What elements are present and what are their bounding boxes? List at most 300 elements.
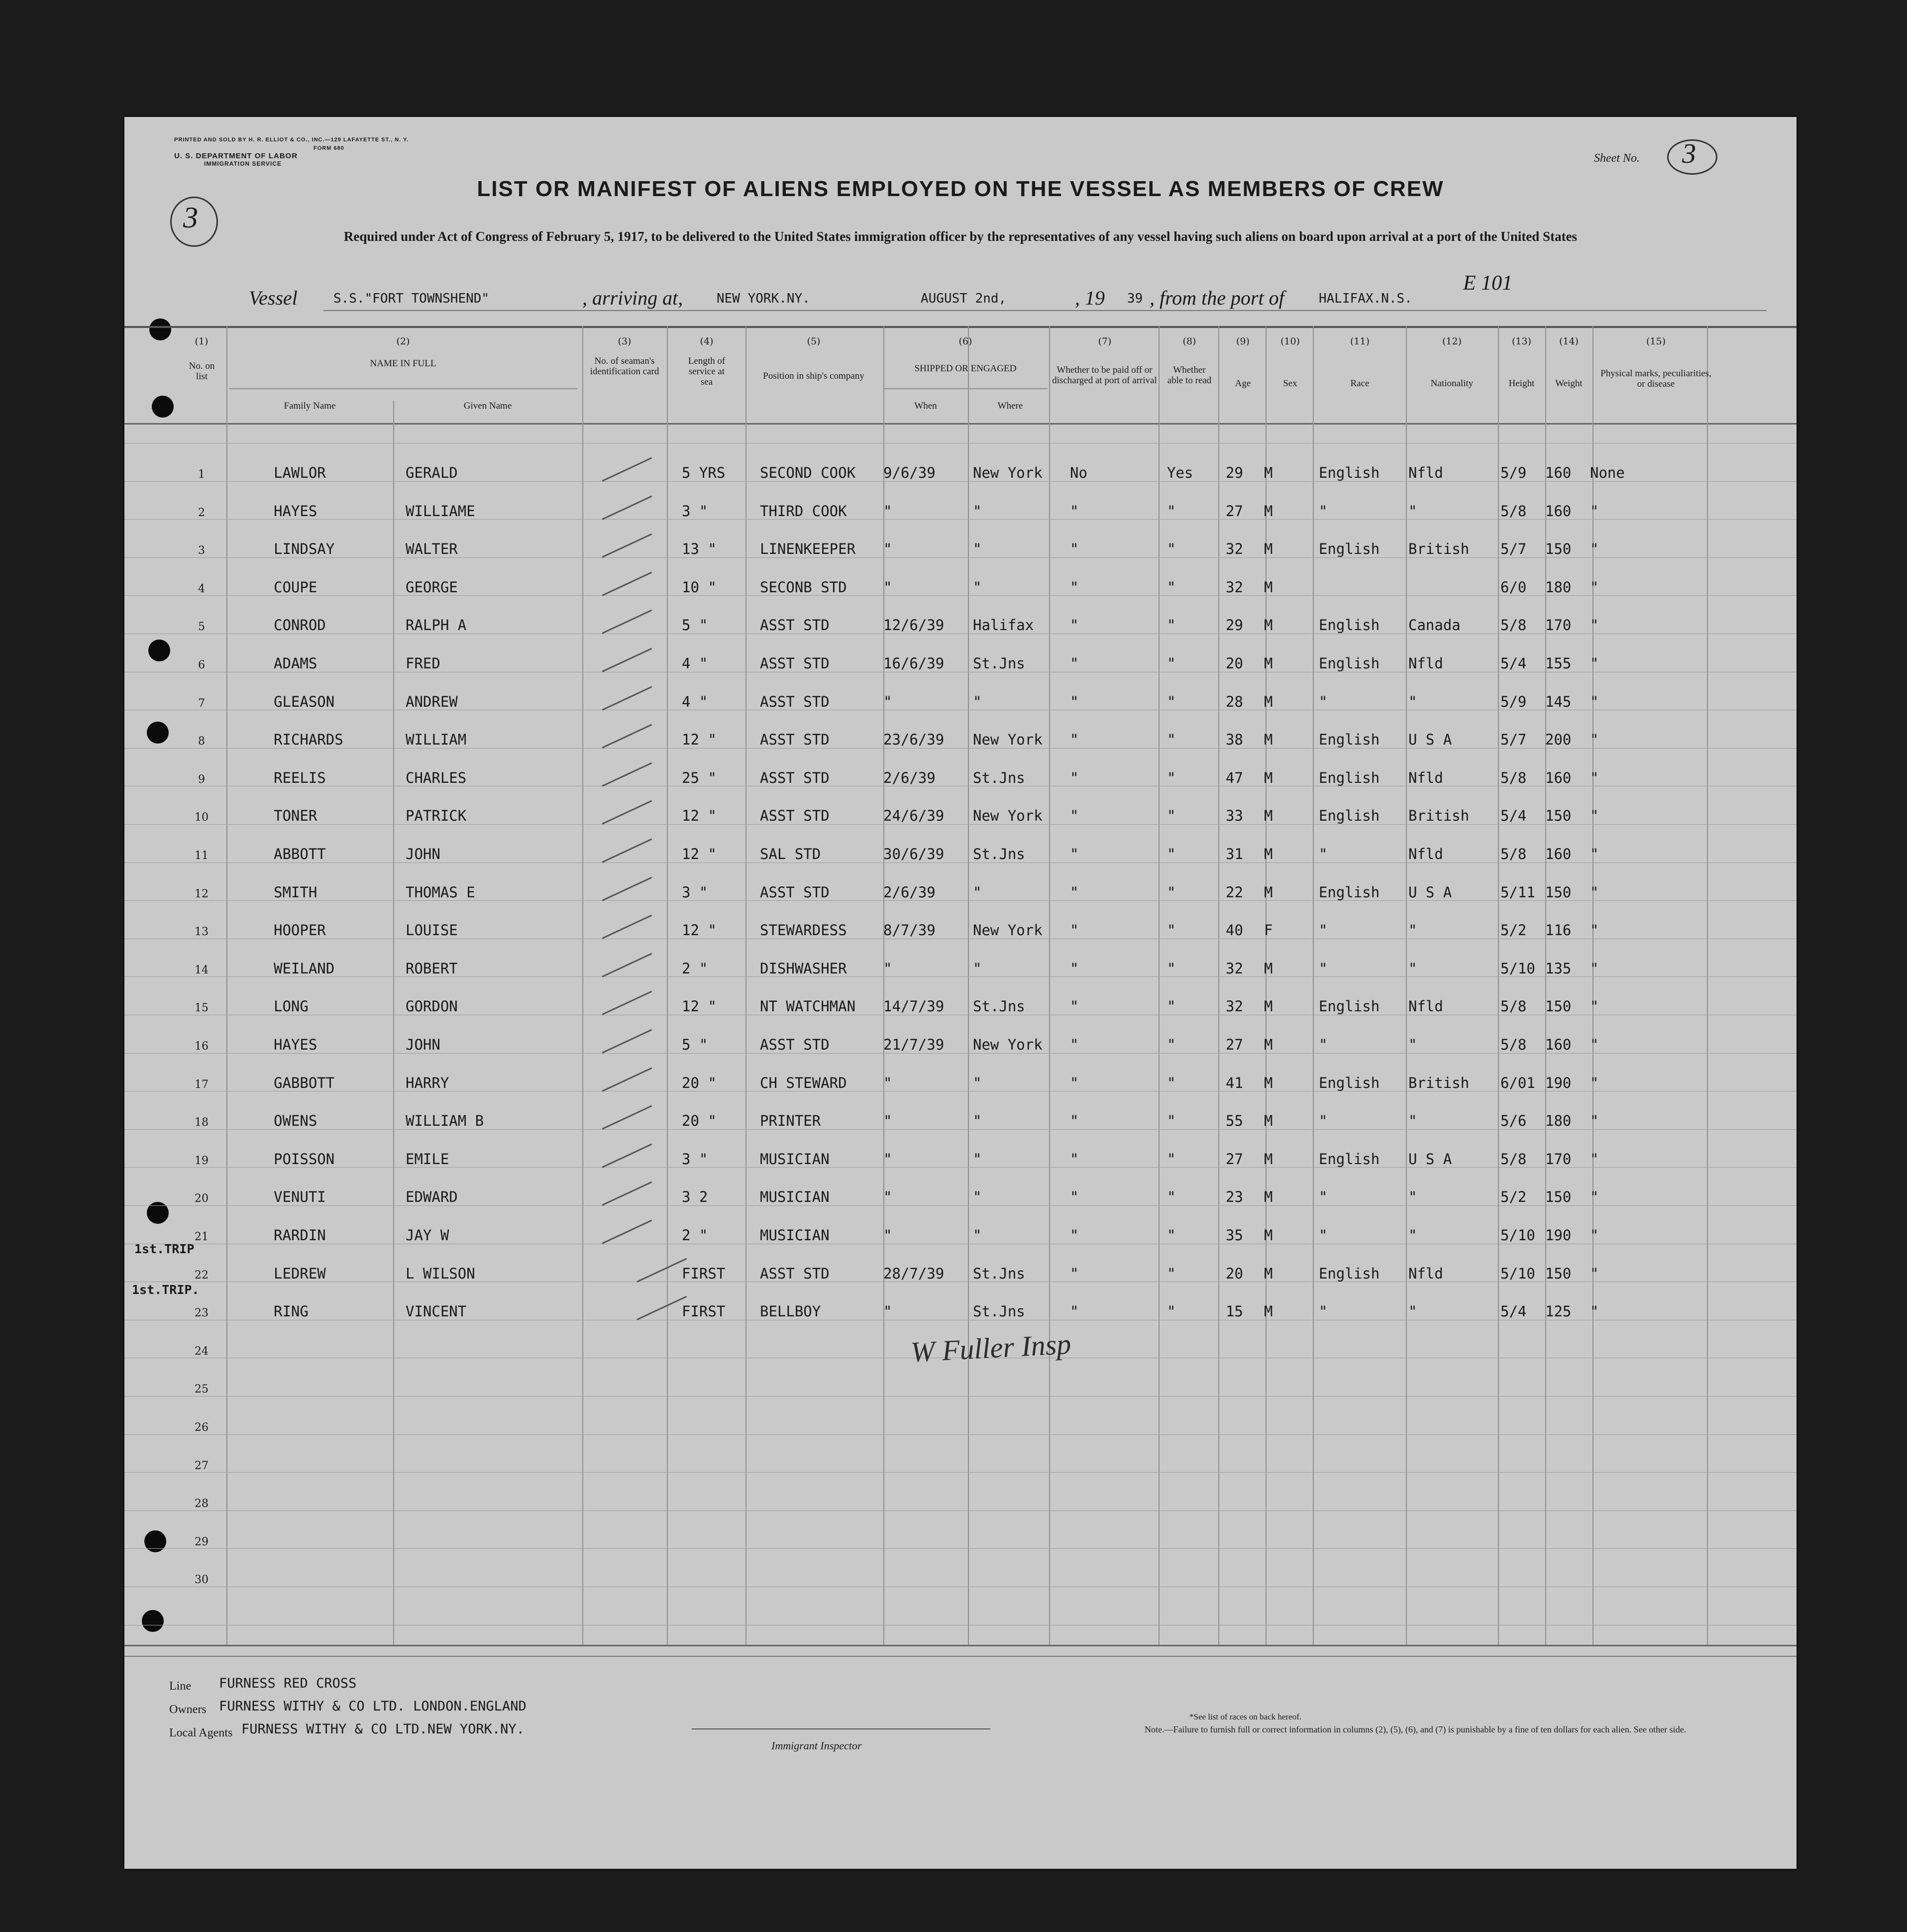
height-cell: 5/2 [1500, 1188, 1527, 1206]
check-mark-icon [636, 1258, 687, 1282]
position-cell: MUSICIAN [760, 1150, 830, 1168]
row-number: 26 [195, 1421, 209, 1434]
sex-cell: M [1264, 502, 1273, 520]
weight-cell: 116 [1545, 922, 1572, 939]
service-length-cell: 3 " [682, 502, 708, 520]
col-num-12: (12) [1442, 336, 1462, 347]
binder-hole [149, 319, 171, 340]
shipped-subheader-rule [883, 388, 1048, 389]
vessel-line-rule [323, 310, 1767, 311]
position-cell: ASST STD [760, 693, 830, 710]
col-num-10: (10) [1280, 336, 1300, 347]
col-label-nationality: Nationality [1430, 378, 1474, 389]
able-to-read-cell: " [1167, 846, 1176, 862]
arriving-label: , arriving at, [582, 287, 683, 309]
weight-cell: 180 [1545, 578, 1572, 596]
given-name-cell: JOHN [406, 1036, 440, 1053]
position-cell: ASST STD [760, 883, 830, 901]
physical-marks-cell: None [1590, 464, 1625, 481]
paid-off-cell: " [1070, 731, 1079, 749]
sex-cell: M [1264, 1074, 1273, 1091]
position-cell: ASST STD [760, 1265, 830, 1282]
physical-marks-cell: " [1590, 1303, 1599, 1320]
sex-cell: M [1264, 883, 1273, 901]
check-mark-icon [602, 800, 652, 825]
given-name-cell: LOUISE [406, 922, 458, 939]
col-label-position: Position in ship's company [763, 371, 864, 381]
paid-off-cell: " [1070, 998, 1079, 1015]
given-name-cell: EMILE [406, 1150, 449, 1168]
weight-cell: 180 [1545, 1112, 1572, 1130]
manifest-page [124, 117, 1797, 1869]
table-row [124, 760, 1797, 798]
check-mark-icon [602, 1220, 652, 1244]
table-row [124, 1256, 1797, 1294]
check-mark-icon [602, 953, 652, 977]
row-number: 7 [198, 697, 205, 710]
col-label-name: NAME IN FULL [370, 358, 436, 369]
service-length-cell: 12 " [682, 807, 717, 825]
race-cell: " [1319, 922, 1328, 939]
service-length-cell: 12 " [682, 922, 717, 939]
races-note: *See list of races on back hereof. [1189, 1712, 1302, 1721]
reference-mark: E 101 [1463, 272, 1513, 295]
nationality-cell: Nfld [1408, 769, 1443, 786]
position-cell: LINENKEEPER [760, 540, 856, 558]
nationality-cell: British [1408, 540, 1470, 558]
able-to-read-cell: " [1167, 1227, 1176, 1244]
row-number: 11 [195, 850, 209, 862]
race-cell: English [1319, 998, 1380, 1015]
row-number: 19 [195, 1154, 209, 1167]
service-length-cell: 2 " [682, 960, 708, 977]
empty-row [124, 1408, 1797, 1446]
given-name-cell: JOHN [406, 846, 440, 862]
nationality-cell: British [1408, 807, 1470, 825]
table-row [124, 1066, 1797, 1103]
family-name-cell: HAYES [274, 502, 318, 520]
table-row [124, 494, 1797, 532]
form-number: FORM 680 [314, 145, 344, 151]
age-cell: 35 [1226, 1227, 1243, 1244]
check-mark-icon [602, 724, 652, 749]
physical-marks-cell: " [1590, 1227, 1599, 1244]
physical-marks-cell: " [1590, 502, 1599, 520]
age-cell: 23 [1226, 1188, 1243, 1206]
race-cell: " [1319, 846, 1328, 862]
col-label-when: When [914, 401, 937, 411]
service-length-cell: 13 " [682, 540, 717, 558]
table-row [124, 684, 1797, 722]
family-name-cell: ADAMS [274, 655, 318, 672]
row-number: 8 [198, 735, 205, 748]
physical-marks-cell: " [1590, 578, 1599, 596]
row-number: 1 [198, 468, 205, 481]
service-length-cell: 3 " [682, 883, 708, 901]
able-to-read-cell: " [1167, 1150, 1176, 1168]
shipped-when-cell: 21/7/39 [883, 1036, 945, 1053]
height-cell: 5/10 [1500, 1265, 1535, 1282]
age-cell: 31 [1226, 846, 1243, 862]
col-label-height: Height [1508, 378, 1535, 389]
sex-cell: M [1264, 578, 1273, 596]
table-row [124, 913, 1797, 951]
check-mark-icon [602, 686, 652, 710]
given-name-cell: FRED [406, 655, 440, 672]
height-cell: 5/6 [1500, 1112, 1527, 1130]
shipped-when-cell: " [883, 1188, 892, 1206]
physical-marks-cell: " [1590, 540, 1599, 558]
row-number: 14 [195, 964, 209, 976]
race-cell: English [1319, 1265, 1380, 1282]
table-bottom-rule-2 [124, 1656, 1797, 1657]
position-cell: ASST STD [760, 769, 830, 786]
able-to-read-cell: " [1167, 998, 1176, 1015]
service-length-cell: 12 " [682, 998, 717, 1015]
able-to-read-cell: " [1167, 960, 1176, 977]
given-name-cell: GEORGE [406, 578, 458, 596]
col-num-15: (15) [1646, 336, 1666, 347]
family-name-cell: LEDREW [274, 1265, 326, 1282]
physical-marks-cell: " [1590, 693, 1599, 710]
shipped-when-cell: 24/6/39 [883, 807, 945, 825]
shipped-when-cell: " [883, 1112, 892, 1130]
sex-cell: M [1264, 731, 1273, 749]
position-cell: CH STEWARD [760, 1074, 847, 1091]
empty-row [124, 1447, 1797, 1485]
physical-marks-cell: " [1590, 1036, 1599, 1053]
weight-cell: 190 [1545, 1074, 1572, 1091]
page-title: LIST OR MANIFEST OF ALIENS EMPLOYED ON THE VESSEL AS MEMBERS OF CREW [477, 177, 1444, 201]
weight-cell: 125 [1545, 1303, 1572, 1320]
position-cell: ASST STD [760, 1036, 830, 1053]
height-cell: 5/4 [1500, 807, 1527, 825]
table-row [124, 722, 1797, 760]
local-agents-value: FURNESS WITHY & CO LTD.NEW YORK.NY. [241, 1721, 525, 1737]
service-label: IMMIGRATION SERVICE [204, 160, 282, 167]
family-name-cell: SMITH [274, 883, 318, 901]
service-length-cell: 4 " [682, 655, 708, 672]
empty-row [124, 1370, 1797, 1408]
row-number: 21 [195, 1231, 209, 1243]
given-name-cell: CHARLES [406, 769, 467, 786]
shipped-where-cell: " [973, 1188, 982, 1206]
paid-off-cell: " [1070, 846, 1079, 862]
able-to-read-cell: " [1167, 1074, 1176, 1091]
family-name-cell: LINDSAY [274, 540, 335, 558]
age-cell: 33 [1226, 807, 1243, 825]
position-cell: NT WATCHMAN [760, 998, 856, 1015]
given-name-cell: GORDON [406, 998, 458, 1015]
line-label: Line [169, 1680, 191, 1693]
position-cell: SAL STD [760, 846, 821, 862]
able-to-read-cell: " [1167, 1303, 1176, 1320]
height-cell: 5/8 [1500, 502, 1527, 520]
service-length-cell: 5 " [682, 1036, 708, 1053]
paid-off-cell: " [1070, 1227, 1079, 1244]
col-label-family-name: Family Name [284, 401, 336, 411]
able-to-read-cell: " [1167, 502, 1176, 520]
row-number: 2 [198, 506, 205, 519]
race-cell: " [1319, 502, 1328, 520]
service-length-cell: 12 " [682, 731, 717, 749]
table-row [124, 951, 1797, 989]
col-num-14: (14) [1559, 336, 1579, 347]
col-label-weight: Weight [1555, 378, 1583, 389]
penalty-note: Note.—Failure to furnish full or correct information in columns (2), (5), (6), and (7) is punishable by a fine of ten dollars for each alien. See other side. [1145, 1724, 1687, 1734]
family-name-cell: RICHARDS [274, 731, 343, 749]
shipped-when-cell: 8/7/39 [883, 922, 936, 939]
nationality-cell: " [1408, 1303, 1417, 1320]
shipped-when-cell: " [883, 540, 892, 558]
paid-off-cell: " [1070, 1303, 1079, 1320]
weight-cell: 150 [1545, 998, 1572, 1015]
weight-cell: 160 [1545, 846, 1572, 862]
table-row [124, 837, 1797, 874]
paid-off-cell: " [1070, 922, 1079, 939]
inspector-signature-line [692, 1728, 990, 1729]
row-number: 13 [195, 926, 209, 939]
paid-off-cell: No [1070, 464, 1087, 481]
shipped-when-cell: " [883, 502, 892, 520]
owners-value: FURNESS WITHY & CO LTD. LONDON.ENGLAND [219, 1699, 527, 1714]
service-length-cell: 3 2 [682, 1188, 708, 1206]
shipped-when-cell: 9/6/39 [883, 464, 936, 481]
given-name-cell: JAY W [406, 1227, 449, 1244]
family-name-cell: REELIS [274, 769, 326, 786]
col-num-13: (13) [1511, 336, 1531, 347]
physical-marks-cell: " [1590, 922, 1599, 939]
service-length-cell: 12 " [682, 846, 717, 862]
weight-cell: 135 [1545, 960, 1572, 977]
weight-cell: 150 [1545, 1265, 1572, 1282]
age-cell: 32 [1226, 540, 1243, 558]
paid-off-cell: " [1070, 1112, 1079, 1130]
height-cell: 5/10 [1500, 960, 1535, 977]
nationality-cell: " [1408, 922, 1417, 939]
service-length-cell: 5 " [682, 617, 708, 634]
col-num-1: (1) [195, 336, 209, 347]
physical-marks-cell: " [1590, 960, 1599, 977]
race-cell: English [1319, 655, 1380, 672]
able-to-read-cell: " [1167, 1036, 1176, 1053]
col-label-physical-marks: Physical marks, peculiarities, or disease [1600, 368, 1711, 389]
able-to-read-cell: " [1167, 655, 1176, 672]
check-mark-icon [602, 839, 652, 863]
sex-cell: M [1264, 1036, 1273, 1053]
position-cell: ASST STD [760, 617, 830, 634]
shipped-when-cell: " [883, 578, 892, 596]
position-cell: STEWARDESS [760, 922, 847, 939]
arrival-port: NEW YORK.NY. [717, 291, 810, 306]
age-cell: 20 [1226, 1265, 1243, 1282]
weight-cell: 145 [1545, 693, 1572, 710]
given-name-cell: HARRY [406, 1074, 449, 1091]
row-number: 15 [195, 1002, 209, 1015]
sheet-label: Sheet No. [1594, 152, 1640, 165]
race-cell: " [1319, 1112, 1328, 1130]
col-label-paid-off: Whether to be paid off or discharged at port of arrival [1052, 365, 1157, 386]
race-cell: English [1319, 731, 1380, 749]
given-name-cell: L WILSON [406, 1265, 475, 1282]
family-name-cell: RING [274, 1303, 309, 1320]
sex-cell: M [1264, 693, 1273, 710]
shipped-where-cell: New York [973, 807, 1043, 825]
shipped-when-cell: 28/7/39 [883, 1265, 945, 1282]
able-to-read-cell: " [1167, 578, 1176, 596]
shipped-when-cell: 12/6/39 [883, 617, 945, 634]
shipped-when-cell: " [883, 960, 892, 977]
check-mark-icon [602, 457, 652, 482]
table-row [124, 1218, 1797, 1256]
race-cell: English [1319, 883, 1380, 901]
shipped-where-cell: " [973, 1227, 982, 1244]
nationality-cell: Nfld [1408, 846, 1443, 862]
family-name-cell: ABBOTT [274, 846, 326, 862]
table-row [124, 570, 1797, 608]
race-cell: " [1319, 693, 1328, 710]
shipped-where-cell: St.Jns [973, 846, 1025, 862]
col-num-5: (5) [807, 336, 821, 347]
shipped-where-cell: " [973, 1150, 982, 1168]
shipped-when-cell: " [883, 693, 892, 710]
age-cell: 15 [1226, 1303, 1243, 1320]
weight-cell: 160 [1545, 464, 1572, 481]
shipped-where-cell: New York [973, 731, 1043, 749]
physical-marks-cell: " [1590, 998, 1599, 1015]
shipped-when-cell: " [883, 1303, 892, 1320]
table-row [124, 1103, 1797, 1141]
age-cell: 22 [1226, 883, 1243, 901]
shipped-where-cell: St.Jns [973, 769, 1025, 786]
empty-row [124, 1561, 1797, 1599]
sex-cell: M [1264, 655, 1273, 672]
paid-off-cell: " [1070, 769, 1079, 786]
physical-marks-cell: " [1590, 1150, 1599, 1168]
sex-cell: M [1264, 1150, 1273, 1168]
shipped-when-cell: " [883, 1074, 892, 1091]
given-name-cell: ANDREW [406, 693, 458, 710]
service-length-cell: 4 " [682, 693, 708, 710]
nationality-cell: Nfld [1408, 1265, 1443, 1282]
shipped-when-cell: 16/6/39 [883, 655, 945, 672]
shipped-where-cell: St.Jns [973, 998, 1025, 1015]
arrival-year: 39 [1127, 291, 1143, 306]
height-cell: 5/9 [1500, 693, 1527, 710]
age-cell: 38 [1226, 731, 1243, 749]
sex-cell: M [1264, 464, 1273, 481]
able-to-read-cell: " [1167, 617, 1176, 634]
shipped-when-cell: " [883, 1150, 892, 1168]
age-cell: 41 [1226, 1074, 1243, 1091]
service-length-cell: 2 " [682, 1227, 708, 1244]
height-cell: 5/8 [1500, 1036, 1527, 1053]
height-cell: 5/4 [1500, 655, 1527, 672]
weight-cell: 190 [1545, 1227, 1572, 1244]
family-name-cell: WEILAND [274, 960, 335, 977]
nationality-cell: " [1408, 1036, 1417, 1053]
paid-off-cell: " [1070, 1150, 1079, 1168]
row-number: 27 [195, 1459, 209, 1472]
able-to-read-cell: " [1167, 769, 1176, 786]
sex-cell: M [1264, 540, 1273, 558]
paid-off-cell: " [1070, 960, 1079, 977]
shipped-when-cell: 23/6/39 [883, 731, 945, 749]
shipped-when-cell: " [883, 1227, 892, 1244]
shipped-where-cell: St.Jns [973, 1303, 1025, 1320]
table-row [124, 455, 1797, 493]
weight-cell: 160 [1545, 502, 1572, 520]
age-cell: 32 [1226, 578, 1243, 596]
physical-marks-cell: " [1590, 769, 1599, 786]
physical-marks-cell: " [1590, 1074, 1599, 1091]
age-cell: 40 [1226, 922, 1243, 939]
table-row [124, 875, 1797, 913]
vessel-label: Vessel [249, 287, 298, 309]
inspector-label: Immigrant Inspector [771, 1739, 862, 1752]
year-prefix: , 19 [1075, 287, 1105, 309]
height-cell: 5/7 [1500, 731, 1527, 749]
family-name-cell: HOOPER [274, 922, 326, 939]
sex-cell: M [1264, 998, 1273, 1015]
race-cell: English [1319, 807, 1380, 825]
nationality-cell: " [1408, 1112, 1417, 1130]
weight-cell: 150 [1545, 1188, 1572, 1206]
able-to-read-cell: " [1167, 807, 1176, 825]
height-cell: 5/9 [1500, 464, 1527, 481]
physical-marks-cell: " [1590, 655, 1599, 672]
check-mark-icon [602, 1181, 652, 1206]
check-mark-icon [602, 876, 652, 901]
table-row [124, 1027, 1797, 1065]
nationality-cell: Nfld [1408, 464, 1443, 481]
row-number: 24 [195, 1345, 209, 1358]
physical-marks-cell: " [1590, 883, 1599, 901]
physical-marks-cell: " [1590, 807, 1599, 825]
height-cell: 5/11 [1500, 883, 1535, 901]
position-cell: DISHWASHER [760, 960, 847, 977]
check-mark-icon [602, 991, 652, 1015]
able-to-read-cell: " [1167, 731, 1176, 749]
weight-cell: 170 [1545, 1150, 1572, 1168]
table-bottom-rule [124, 1645, 1797, 1646]
shipped-where-cell: " [973, 1112, 982, 1130]
family-name-cell: OWENS [274, 1112, 318, 1130]
race-cell: English [1319, 1150, 1380, 1168]
position-cell: BELLBOY [760, 1303, 821, 1320]
height-cell: 5/8 [1500, 846, 1527, 862]
check-mark-icon [602, 534, 652, 558]
corner-mark: 3 [183, 201, 198, 234]
race-cell: " [1319, 1036, 1328, 1053]
physical-marks-cell: " [1590, 1112, 1599, 1130]
arrival-date: AUGUST 2nd, [921, 291, 1007, 306]
race-cell: " [1319, 960, 1328, 977]
table-row [124, 608, 1797, 645]
paid-off-cell: " [1070, 693, 1079, 710]
weight-cell: 200 [1545, 731, 1572, 749]
paid-off-cell: " [1070, 807, 1079, 825]
sex-cell: M [1264, 960, 1273, 977]
first-trip-note: 1st.TRIP [134, 1242, 195, 1256]
empty-row [124, 1523, 1797, 1561]
col-num-4: (4) [700, 336, 714, 347]
position-cell: SECONB STD [760, 578, 847, 596]
page-subtitle: Required under Act of Congress of February 5, 1917, to be delivered to the United States immigration officer by the representatives of any vessel having such aliens on board upon arrival at a port of the United States [343, 229, 1578, 244]
given-name-cell: RALPH A [406, 617, 467, 634]
able-to-read-cell: " [1167, 693, 1176, 710]
family-name-cell: HAYES [274, 1036, 318, 1053]
